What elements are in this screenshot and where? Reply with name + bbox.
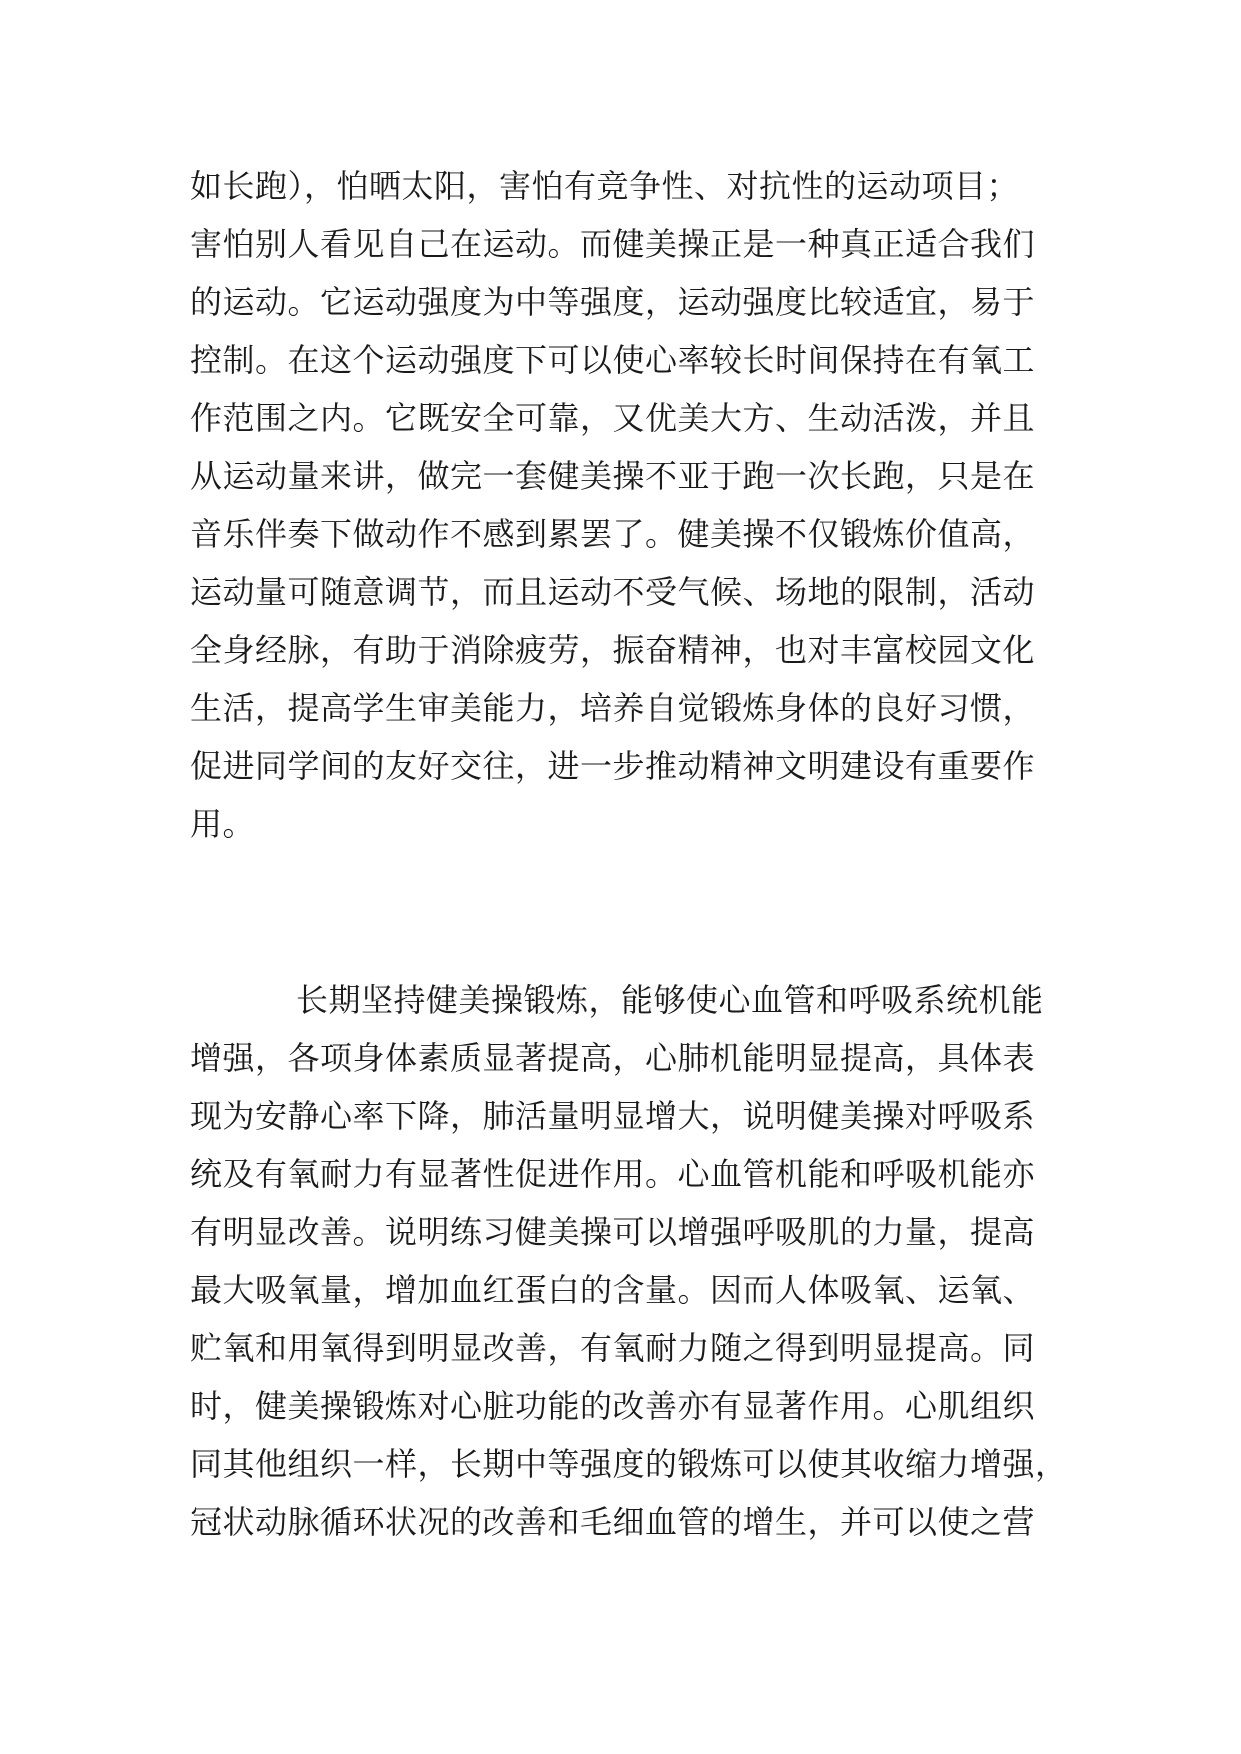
paragraph-1-line-5: 作范围之内。它既安全可靠，又优美大方、生动活泼，并且 <box>190 399 1036 437</box>
paragraph-1-line-4: 控制。在这个运动强度下可以使心率较长时间保持在有氧工 <box>190 341 1036 379</box>
paragraph-2-line-5: 有明显改善。说明练习健美操可以增强呼吸肌的力量，提高 <box>190 1213 1036 1251</box>
paragraph-2-line-3: 现为安静心率下降，肺活量明显增大，说明健美操对呼吸系 <box>190 1097 1036 1135</box>
paragraph-1-line-7: 音乐伴奏下做动作不感到累罢了。健美操不仅锻炼价值高， <box>190 515 1036 553</box>
paragraph-1-line-12: 用。 <box>190 805 256 843</box>
paragraph-2-line-7: 贮氧和用氧得到明显改善，有氧耐力随之得到明显提高。同 <box>190 1329 1036 1367</box>
paragraph-2-line-6: 最大吸氧量，增加血红蛋白的含量。因而人体吸氧、运氧、 <box>190 1271 1036 1309</box>
paragraph-2-line-9: 同其他组织一样，长期中等强度的锻炼可以使其收缩力增强， <box>190 1445 1068 1483</box>
paragraph-1-line-8: 运动量可随意调节，而且运动不受气候、场地的限制，活动 <box>190 573 1036 611</box>
paragraph-2-line-2: 增强，各项身体素质显著提高，心肺机能明显提高，具体表 <box>190 1039 1036 1077</box>
paragraph-2-line-1: 长期坚持健美操锻炼，能够使心血管和呼吸系统机能 <box>296 981 1044 1019</box>
paragraph-1-line-2: 害怕别人看见自己在运动。而健美操正是一种真正适合我们 <box>190 225 1036 263</box>
paragraph-1-line-11: 促进同学间的友好交往，进一步推动精神文明建设有重要作 <box>190 747 1036 785</box>
paragraph-2-line-4: 统及有氧耐力有显著性促进作用。心血管机能和呼吸机能亦 <box>190 1155 1036 1193</box>
paragraph-1-line-10: 生活，提高学生审美能力，培养自觉锻炼身体的良好习惯， <box>190 689 1036 727</box>
paragraph-1-line-9: 全身经脉，有助于消除疲劳，振奋精神，也对丰富校园文化 <box>190 631 1036 669</box>
paragraph-1-line-1: 如长跑），怕晒太阳，害怕有竞争性、对抗性的运动项目； <box>190 167 1020 205</box>
paragraph-1-line-6: 从运动量来讲，做完一套健美操不亚于跑一次长跑，只是在 <box>190 457 1036 495</box>
paragraph-2-line-10: 冠状动脉循环状况的改善和毛细血管的增生，并可以使之营 <box>190 1503 1036 1541</box>
paragraph-2-line-8: 时，健美操锻炼对心脏功能的改善亦有显著作用。心肌组织 <box>190 1387 1036 1425</box>
paragraph-1-line-3: 的运动。它运动强度为中等强度，运动强度比较适宜，易于 <box>190 283 1036 321</box>
